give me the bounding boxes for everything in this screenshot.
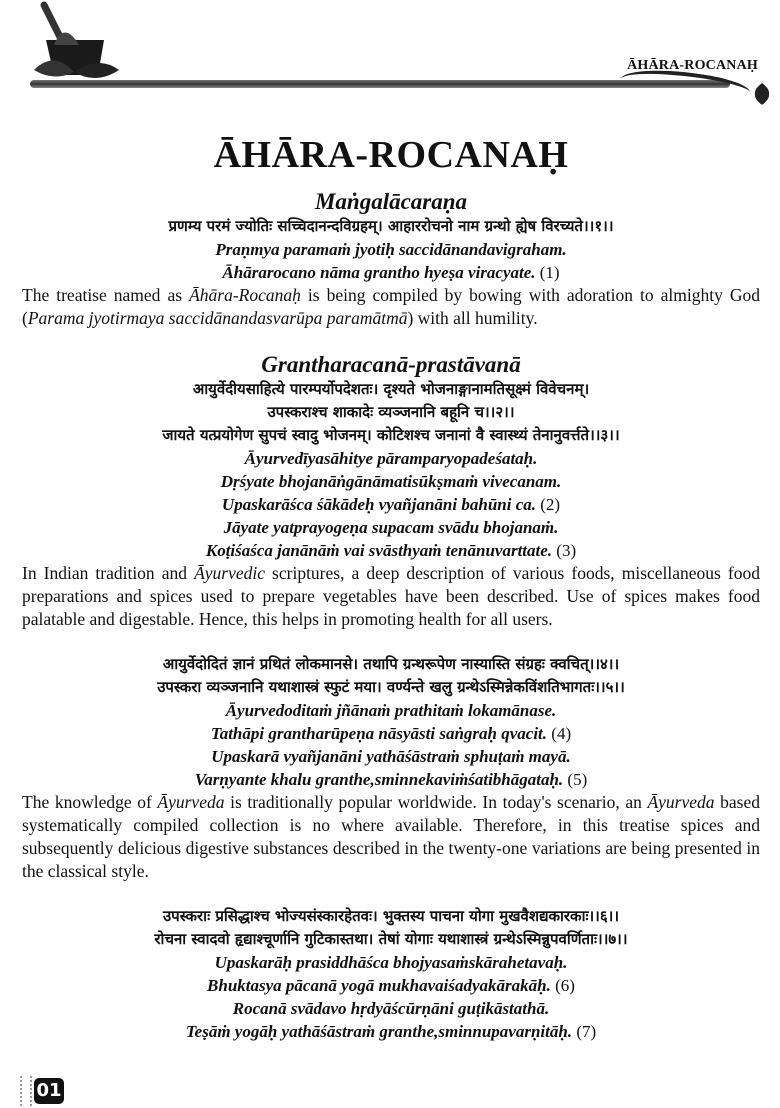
paragraph-text: The knowledge of [22, 792, 158, 812]
transliteration-text: Upaskarā vyañjanāni yathāśāstraṁ sphuṭaṁ mayā. [211, 747, 571, 766]
sanskrit-verse-line: उपस्करा व्यञ्जनानि यथाशास्त्रं स्फुटं मया। वर्ण्यन्ते खलु ग्रन्थेऽस्मिन्नेकविंशतिभागतः।।५।। [157, 678, 625, 696]
sanskrit-verse-line: जायते यत्प्रयोगेण सुपचं स्वादु भोजनम्। कोटिशश्च जनानां वै स्वास्थ्यं तेनानुवर्त्तते।।३।। [162, 426, 620, 444]
sanskrit-verse-line: आयुर्वेदीयसाहित्ये पारम्पर्योपदेशतः। दृश्यते भोजनाङ्गानामतिसूक्ष्मं विवेचनम्। [192, 380, 590, 398]
transliteration-text: Upaskarāśca śākādeḥ vyañjanāni bahūni ca. [221, 495, 536, 514]
translation-paragraph [22, 791, 760, 883]
section-gap [22, 883, 760, 905]
page-header [0, 0, 780, 110]
translation-paragraph [22, 284, 760, 330]
transliteration-text: Teṣāṁ yogāḥ yathāśāstraṁ granthe,sminnupavarṇitāḥ. [185, 1022, 573, 1041]
verse-number: (2) [540, 495, 561, 514]
transliteration-text: Āhārarocano nāma grantho hyeṣa viracyate. [222, 263, 536, 282]
sanskrit-verse-line: रोचना स्वादवो हृद्याश्चूर्णानि गुटिकास्तथा। तेषां योगाः यथाशास्त्रं ग्रन्थेऽस्मिन्नुपवर्णिताः।।७।। [154, 930, 628, 948]
leaf-icon [751, 83, 774, 106]
transliteration-text: Dṛśyate bhojanāṅgānāmatisūkṣmaṁ vivecanam. [220, 472, 562, 491]
transliteration-line [22, 493, 760, 516]
sanskrit-verse-line: आयुर्वेदोदितं ज्ञानं प्रथितं लोकमानसे। तथापि ग्रन्थरूपेण नास्यास्ति संग्रहः क्वचित्।।४।। [162, 655, 620, 673]
transliteration-line [22, 539, 760, 562]
transliteration-line [22, 238, 760, 261]
verse-number: (4) [551, 724, 572, 743]
transliteration-text: Praṇmya paramaṁ jyotiḥ saccidānandavigraham. [215, 240, 567, 259]
wheat-icon [20, 1076, 32, 1106]
verse-number: (5) [567, 770, 588, 789]
sanskrit-verse-line: प्रणम्य परमं ज्योतिः सच्चिदानन्दविग्रहम्। आहाररोचनो नाम ग्रन्थो ह्येष विरच्यते।।१।। [168, 217, 614, 235]
italic-term: Āhāra-Rocanaḥ [189, 285, 301, 305]
verse-number: (1) [539, 263, 560, 282]
paragraph-text: based systematically compiled collection is no where available. Therefore, in this treatise spices and subsequently delicious digestive substances described in the twenty-one variations are being presented in the classical style. [22, 792, 760, 881]
sanskrit-verse-line: उपस्कराः प्रसिद्धाश्च भोज्यसंस्कारहेतवः। भुक्तस्य पाचना योगा मुखवैशद्यकारकाः।।६।। [162, 907, 620, 925]
transliteration-line [22, 745, 760, 768]
italic-term: Āyurveda [157, 792, 225, 812]
transliteration-line [22, 261, 760, 284]
sanskrit-verse-line: उपस्कराश्च शाकादेः व्यञ्जनानि बहूनि च।।२।। [267, 403, 515, 421]
transliteration-line [22, 974, 760, 997]
transliteration-line [22, 951, 760, 974]
transliteration-text: Āyurvedoditaṁ jñānaṁ prathitaṁ lokamānase. [225, 701, 557, 720]
transliteration-text: Koṭiśaśca janānāṁ vai svāsthyaṁ tenānuvarttate. [205, 541, 553, 560]
transliteration-line [22, 516, 760, 539]
verse-number: (7) [576, 1022, 597, 1041]
paragraph-text: ) with all humility. [407, 308, 538, 328]
transliteration-text: Jāyate yatprayogeṇa supacam svādu bhojanaṁ. [223, 518, 559, 537]
page-number: 01 [34, 1078, 64, 1104]
italic-term: Āyurveda [647, 792, 715, 812]
page-title: ĀHĀRA-ROCANAḤ [213, 134, 569, 176]
transliteration-line [22, 699, 760, 722]
paragraph-text: In Indian tradition and [22, 563, 195, 583]
transliteration-text: Āyurvedīyasāhitye pāramparyopadeśataḥ. [244, 449, 538, 468]
translation-paragraph [22, 562, 760, 631]
transliteration-text: Rocanā svādavo hṛdyāścūrṇāni guṭikāstathā. [232, 999, 550, 1018]
transliteration-line [22, 768, 760, 791]
paragraph-text: The treatise named as [22, 285, 190, 305]
page-content [22, 133, 760, 1043]
running-title: ĀHĀRA-ROCANAḤ [627, 58, 758, 73]
transliteration-line [22, 447, 760, 470]
section-gap [22, 631, 760, 653]
transliteration-text: Varṇyante khalu granthe,sminnekaviṁśatibhāgataḥ. [194, 770, 564, 789]
transliteration-line [22, 722, 760, 745]
section-gap [22, 330, 760, 352]
transliteration-line [22, 470, 760, 493]
italic-term: Āyurvedic [194, 563, 265, 583]
paragraph-text: is being compiled by bowing with adoration to almighty God ( [22, 285, 760, 328]
section-heading: Grantharacanā-prastāvanā [261, 352, 521, 377]
transliteration-line [22, 1020, 760, 1043]
verse-number: (6) [555, 976, 575, 995]
italic-term: Parama jyotirmaya saccidānandasvarūpa paramātmā [27, 308, 408, 328]
transliteration-line [22, 997, 760, 1020]
transliteration-text: Bhuktasya pācanā yogā mukhavaiśadyakārakāḥ. [207, 976, 551, 995]
paragraph-text: is traditionally popular worldwide. In today's scenario, an [224, 792, 648, 812]
verse-number: (3) [556, 541, 577, 560]
transliteration-text: Upaskarāḥ prasiddhāśca bhojyasaṁskārahetavaḥ. [214, 953, 568, 972]
paragraph-text: scriptures, a deep description of various foods, miscellaneous food preparations and spices used to prepare vegetables have been described. Use of spices makes food palatable and digestable. Hence, this helps in promoting health for all users. [22, 563, 760, 629]
section-heading: Maṅgalācaraṇa [314, 189, 468, 214]
transliteration-text: Tathāpi grantharūpeṇa nāsyāsti saṅgraḥ qvacit. [210, 724, 548, 743]
